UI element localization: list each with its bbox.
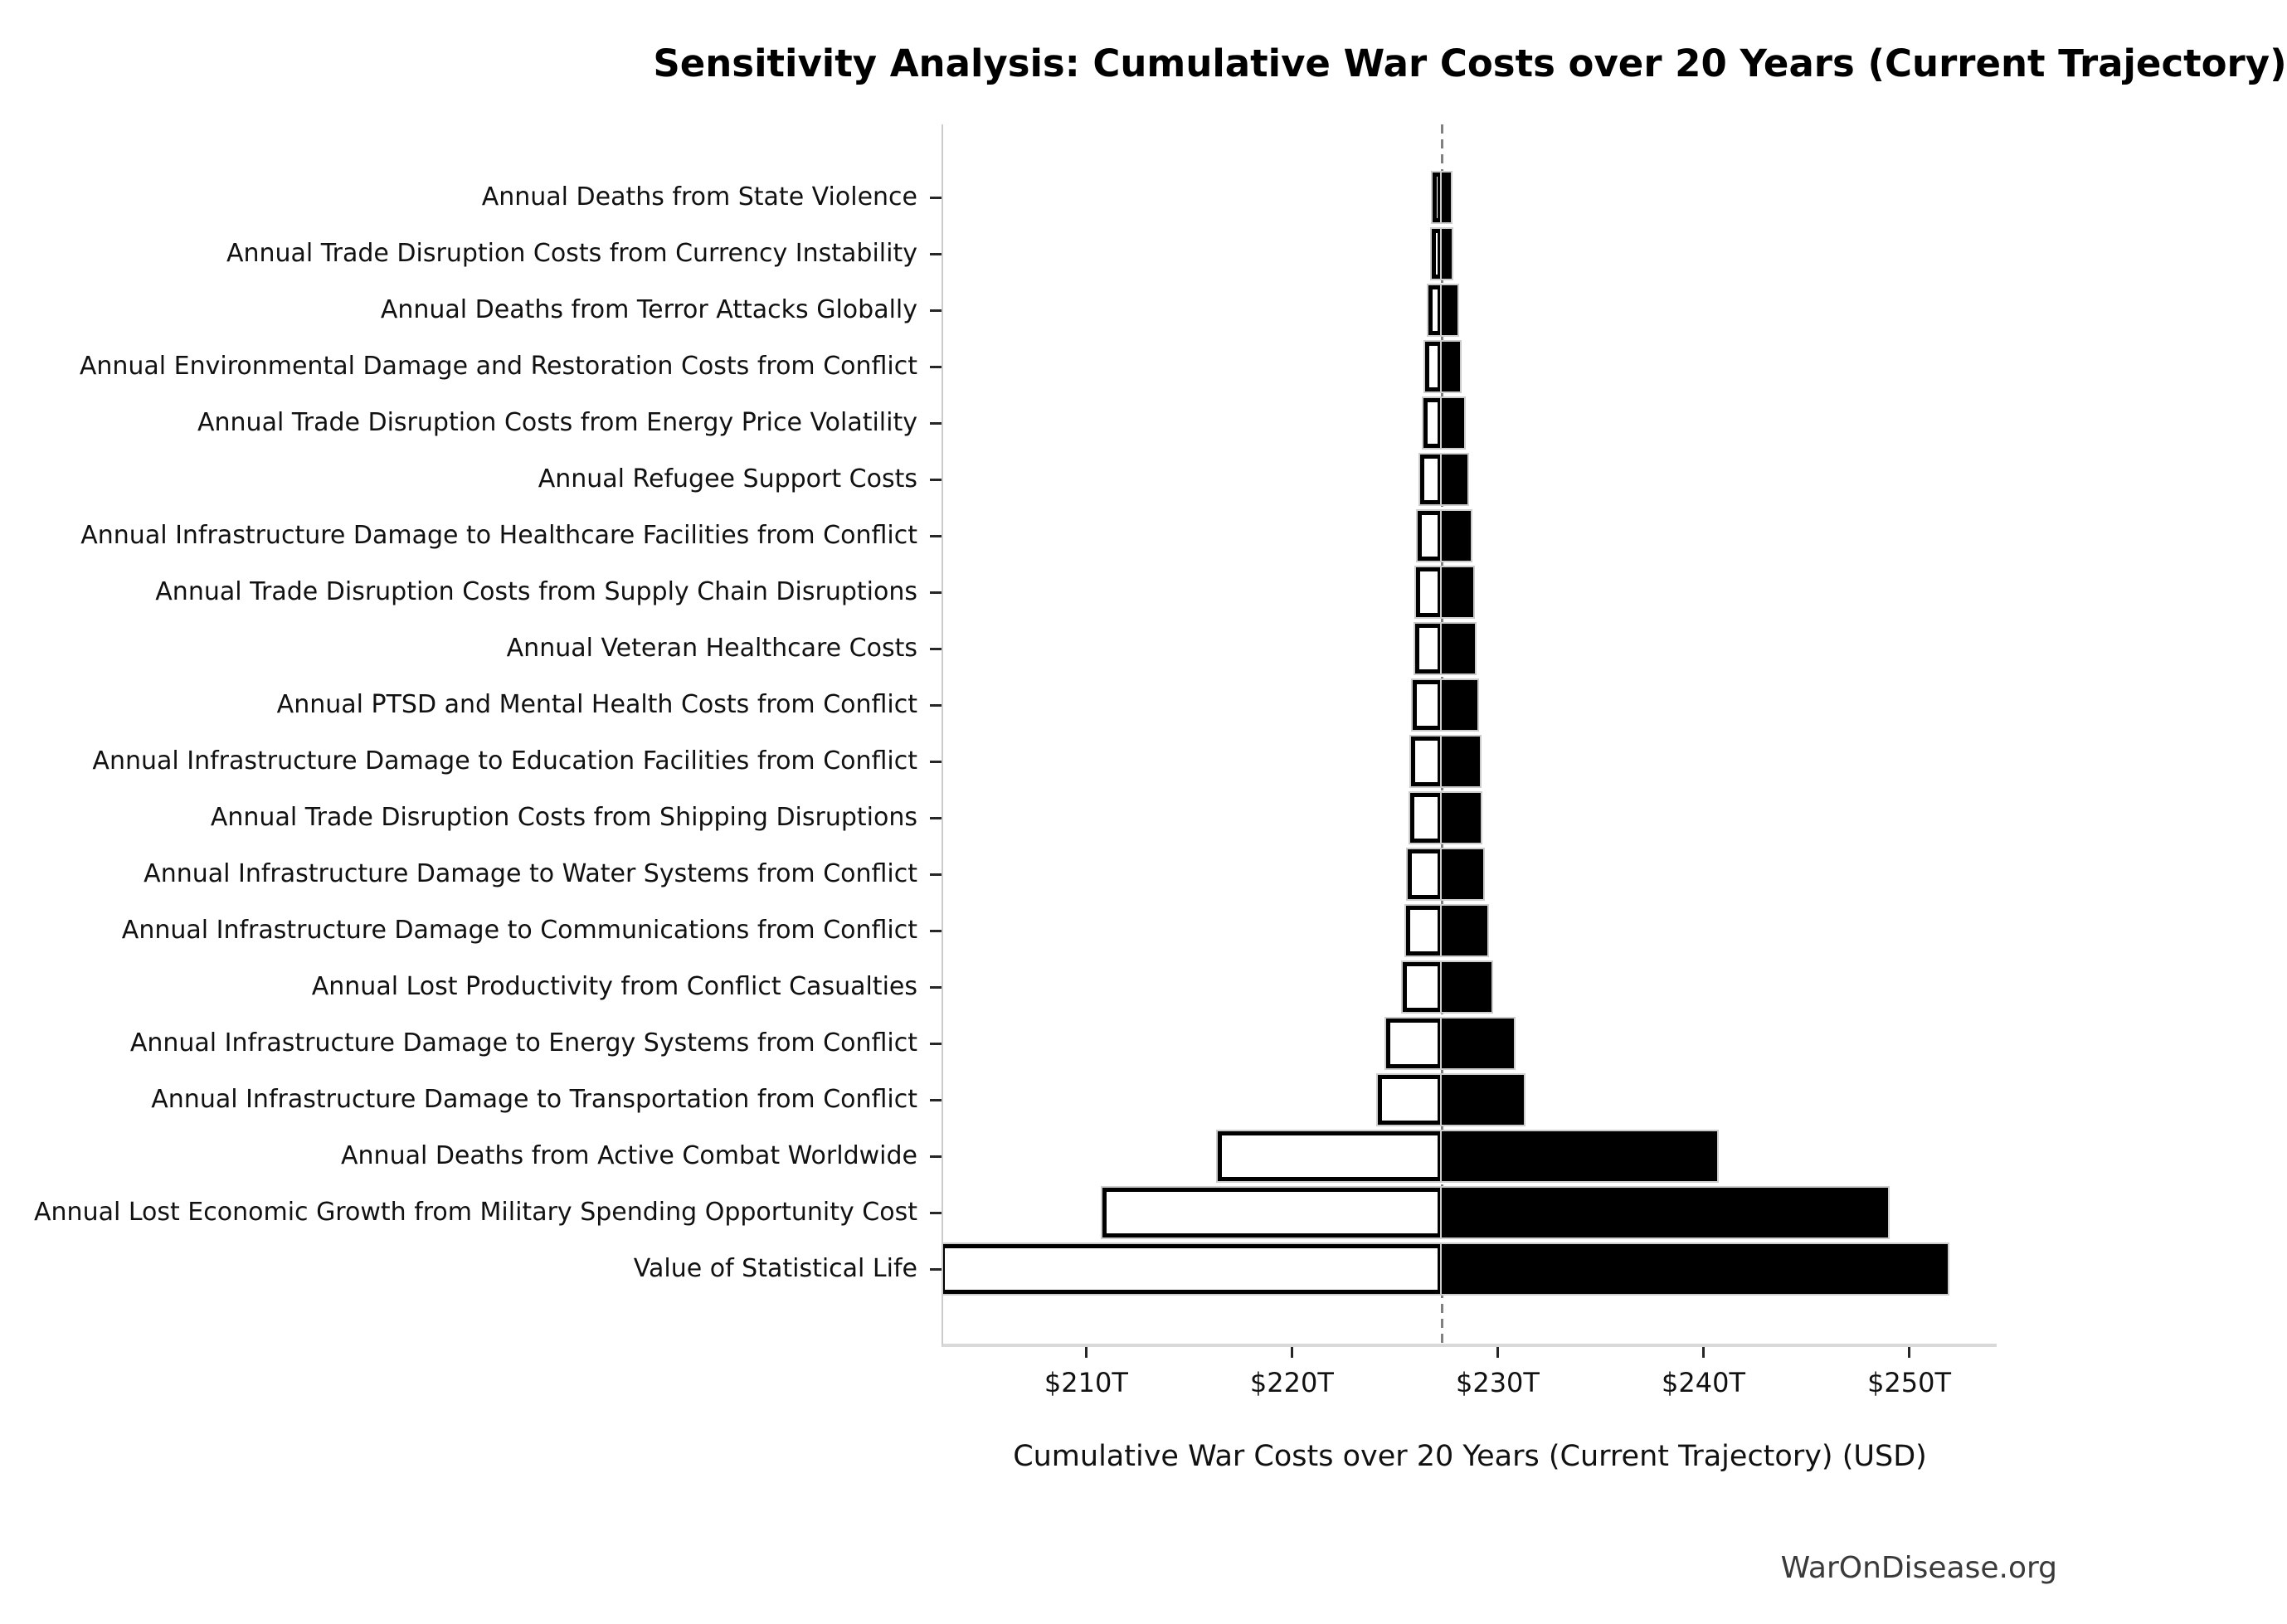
x-tick-mark: [1085, 1347, 1088, 1358]
x-tick-mark: [1908, 1347, 1910, 1358]
tornado-bar-high: [1442, 1019, 1514, 1068]
tornado-bar-low: [1408, 849, 1442, 899]
chart-title: Sensitivity Analysis: Cumulative War Costs over 20 Years (Current Trajectory): [653, 41, 2287, 85]
tornado-bar-high: [1442, 567, 1473, 617]
tornado-bar-high: [1442, 455, 1467, 504]
tornado-bar-low: [1218, 1131, 1442, 1181]
tornado-bar-high: [1442, 737, 1480, 786]
tornado-bar-low: [1433, 173, 1442, 222]
y-axis-label: Annual Infrastructure Damage to Energy Systems from Conflict: [129, 1028, 917, 1058]
y-axis-label: Annual Infrastructure Damage to Water Systems from Conflict: [144, 859, 917, 888]
tornado-bar-high: [1442, 906, 1487, 955]
tornado-bar-low: [1386, 1019, 1442, 1068]
tornado-bar-high: [1442, 962, 1491, 1012]
y-axis-label: Annual Infrastructure Damage to Healthcare Facilities from Conflict: [80, 521, 917, 550]
tornado-bar-high: [1442, 624, 1475, 673]
y-tick-mark: [930, 1099, 942, 1101]
y-tick-mark: [930, 930, 942, 932]
watermark-text: WarOnDisease.org: [1780, 1551, 2057, 1585]
y-axis-label: Annual Trade Disruption Costs from Shipping Disruptions: [210, 803, 917, 832]
plot-area: [942, 124, 1997, 1347]
y-tick-mark: [930, 761, 942, 763]
tornado-bar-high: [1442, 1131, 1717, 1181]
y-axis-label: Annual Trade Disruption Costs from Energy Price Volatility: [197, 408, 917, 437]
tornado-bar-low: [1102, 1188, 1442, 1237]
tornado-bar-low: [1432, 229, 1442, 279]
tornado-bar-low: [942, 1244, 1442, 1294]
tornado-bar-low: [1420, 455, 1442, 504]
y-axis-label: Annual Refugee Support Costs: [538, 464, 917, 494]
x-tick-mark: [1496, 1347, 1499, 1358]
tornado-bar-low: [1411, 737, 1442, 786]
y-tick-mark: [930, 648, 942, 650]
y-tick-mark: [930, 366, 942, 368]
y-tick-mark: [930, 1155, 942, 1158]
tornado-bar-low: [1403, 962, 1442, 1012]
y-axis-label: Annual Environmental Damage and Restoration Costs from Conflict: [79, 352, 917, 381]
y-tick-mark: [930, 253, 942, 255]
tornado-bar-low: [1416, 567, 1442, 617]
tornado-bar-high: [1442, 285, 1457, 335]
tornado-bar-high: [1442, 680, 1477, 730]
y-axis-label: Annual Infrastructure Damage to Transportation from Conflict: [151, 1085, 917, 1114]
tornado-bar-high: [1442, 173, 1451, 222]
tornado-bar-low: [1406, 906, 1442, 955]
y-axis-label: Annual Deaths from Active Combat Worldwide: [341, 1141, 917, 1170]
y-axis-label: Annual Lost Productivity from Conflict Casualties: [311, 972, 917, 1001]
tornado-bar-high: [1442, 398, 1464, 448]
y-tick-mark: [930, 873, 942, 876]
y-tick-mark: [930, 986, 942, 989]
y-axis-label: Annual Trade Disruption Costs from Currency Instability: [226, 239, 917, 268]
tornado-bar-high: [1442, 342, 1460, 391]
y-axis-label: Annual Deaths from Terror Attacks Globally: [380, 295, 917, 324]
y-tick-mark: [930, 309, 942, 312]
x-tick-label: $220T: [1249, 1367, 1334, 1398]
tornado-bar-low: [1410, 793, 1442, 843]
y-axis-label: Annual Trade Disruption Costs from Supply Chain Disruptions: [155, 577, 917, 606]
tornado-bar-low: [1425, 342, 1442, 391]
y-tick-mark: [930, 535, 942, 537]
y-axis-label: Annual PTSD and Mental Health Costs from Conflict: [276, 690, 917, 719]
tornado-bar-low: [1413, 680, 1442, 730]
y-axis-label: Annual Deaths from State Violence: [481, 182, 917, 212]
tornado-bar-high: [1442, 511, 1471, 561]
tornado-bar-high: [1442, 793, 1481, 843]
y-tick-mark: [930, 1212, 942, 1214]
tornado-bar-low: [1418, 511, 1442, 561]
y-axis-label: Value of Statistical Life: [633, 1254, 917, 1283]
y-axis-label: Annual Infrastructure Damage to Communications from Conflict: [121, 916, 917, 945]
y-tick-mark: [930, 1268, 942, 1271]
x-tick-label: $250T: [1867, 1367, 1952, 1398]
tornado-bar-high: [1442, 1188, 1888, 1237]
x-tick-label: $210T: [1044, 1367, 1128, 1398]
y-axis-label: Annual Infrastructure Damage to Education Facilities from Conflict: [92, 746, 917, 776]
y-axis-label: Annual Lost Economic Growth from Military Spending Opportunity Cost: [34, 1198, 917, 1227]
x-tick-label: $240T: [1662, 1367, 1745, 1398]
y-tick-mark: [930, 197, 942, 199]
y-axis-label: Annual Veteran Healthcare Costs: [506, 634, 917, 663]
tornado-bar-high: [1442, 229, 1452, 279]
y-tick-mark: [930, 591, 942, 594]
y-tick-mark: [930, 817, 942, 819]
tornado-bar-low: [1415, 624, 1442, 673]
x-tick-mark: [1702, 1347, 1705, 1358]
x-tick-label: $230T: [1455, 1367, 1540, 1398]
y-tick-mark: [930, 479, 942, 481]
x-axis-title: Cumulative War Costs over 20 Years (Current Trajectory) (USD): [1013, 1440, 1927, 1473]
y-tick-mark: [930, 1043, 942, 1045]
y-tick-mark: [930, 422, 942, 425]
tornado-bar-high: [1442, 849, 1483, 899]
tornado-bar-high: [1442, 1075, 1524, 1125]
y-tick-mark: [930, 704, 942, 707]
tornado-bar-high: [1442, 1244, 1948, 1294]
tornado-bar-low: [1378, 1075, 1442, 1125]
x-tick-mark: [1291, 1347, 1293, 1358]
tornado-bar-low: [1423, 398, 1442, 448]
tornado-bar-low: [1428, 285, 1442, 335]
